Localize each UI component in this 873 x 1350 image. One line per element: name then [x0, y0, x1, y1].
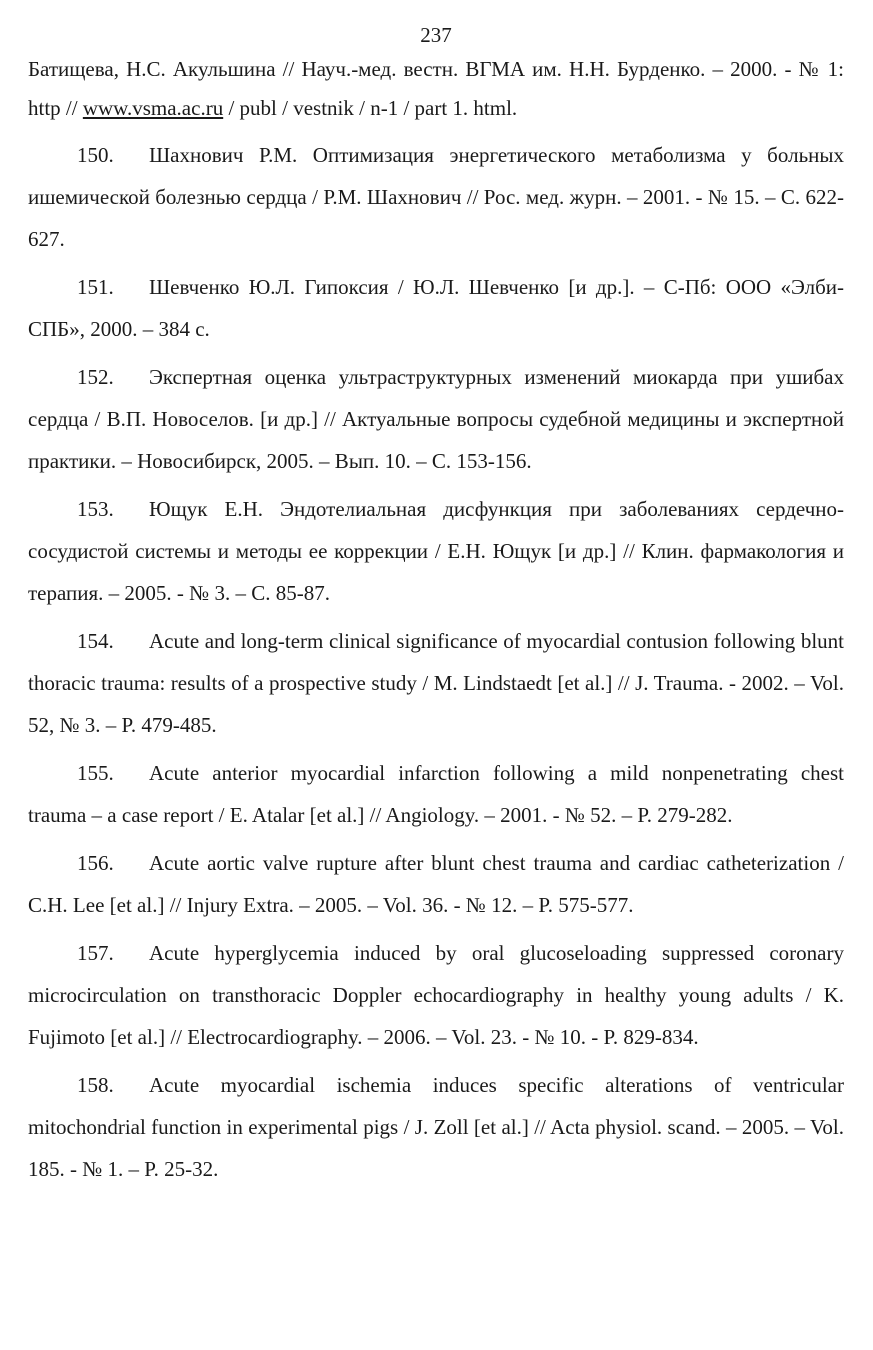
reference-item [28, 356, 844, 482]
continuation-text-end: / publ / vestnik / n-1 / part 1. html. [223, 96, 518, 120]
reference-number: 154. [77, 629, 114, 653]
reference-number: 151. [77, 275, 114, 299]
reference-text: Экспертная оценка ультраструктурных изменений миокарда при ушибах сердца / В.П. Новоселов. [и др.] // Актуальные вопросы судебной медицины и экспертной практики. – Новосибирск, 2005. – Вып. 10. – С. 153-156. [28, 365, 844, 473]
continuation-text: Батищева, Н.С. Акульшина // Науч.-мед. вестн. ВГМА им. Н.Н. Бурденко. – 2000. - № 1: http // [28, 57, 844, 120]
reference-number: 152. [77, 365, 114, 389]
reference-item [28, 1064, 844, 1190]
reference-item [28, 620, 844, 746]
reference-number: 156. [77, 851, 114, 875]
reference-continuation [28, 50, 844, 128]
reference-item [28, 266, 844, 350]
reference-number: 153. [77, 497, 114, 521]
reference-number: 155. [77, 761, 114, 785]
reference-item [28, 752, 844, 836]
reference-text: Шевченко Ю.Л. Гипоксия / Ю.Л. Шевченко [и др.]. – С-Пб: ООО «Элби-СПБ», 2000. – 384 с. [28, 275, 844, 341]
reference-item [28, 932, 844, 1058]
reference-text: Acute aortic valve rupture after blunt chest trauma and cardiac catheterization / C.H. Lee [et al.] // Injury Extra. – 2005. – Vol. 36. - № 12. – P. 575-577. [28, 851, 844, 917]
document-page [28, 0, 844, 1190]
reference-text: Acute myocardial ischemia induces specific alterations of ventricular mitochondrial function in experimental pigs / J. Zoll [et al.] // Acta physiol. scand. – 2005. – Vol. 185. - № 1. – P. 25-32. [28, 1073, 844, 1181]
reference-item [28, 134, 844, 260]
reference-link[interactable]: www.vsma.ac.ru [82, 96, 224, 120]
reference-number: 158. [77, 1073, 114, 1097]
reference-text: Acute hyperglycemia induced by oral glucoseloading suppressed coronary microcirculation on transthoracic Doppler echocardiography in healthy young adults / K. Fujimoto [et al.] // Electrocardiography. – 2006. – Vol. 23. - № 10. - P. 829-834. [28, 941, 844, 1049]
reference-number: 150. [77, 143, 114, 167]
reference-text: Acute anterior myocardial infarction following a mild nonpenetrating chest trauma – a case report / E. Atalar [et al.] // Angiology. – 2001. - № 52. – P. 279-282. [28, 761, 844, 827]
reference-item [28, 488, 844, 614]
page-number: 237 [420, 23, 452, 47]
reference-text: Acute and long-term clinical significance of myocardial contusion following blunt thoracic trauma: results of a prospective study / M. Lindstaedt [et al.] // J. Trauma. - 2002. – Vol. 52, № 3. – P. 479-485. [28, 629, 844, 737]
reference-number: 157. [77, 941, 114, 965]
reference-text: Шахнович Р.М. Оптимизация энергетического метаболизма у больных ишемической болезнью сердца / Р.М. Шахнович // Рос. мед. журн. – 2001. - № 15. – С. 622-627. [28, 143, 844, 251]
reference-item [28, 842, 844, 926]
reference-text: Ющук Е.Н. Эндотелиальная дисфункция при заболеваниях сердечно-сосудистой системы и методы ее коррекции / Е.Н. Ющук [и др.] // Клин. фармакология и терапия. – 2005. - № 3. – С. 85-87. [28, 497, 844, 605]
